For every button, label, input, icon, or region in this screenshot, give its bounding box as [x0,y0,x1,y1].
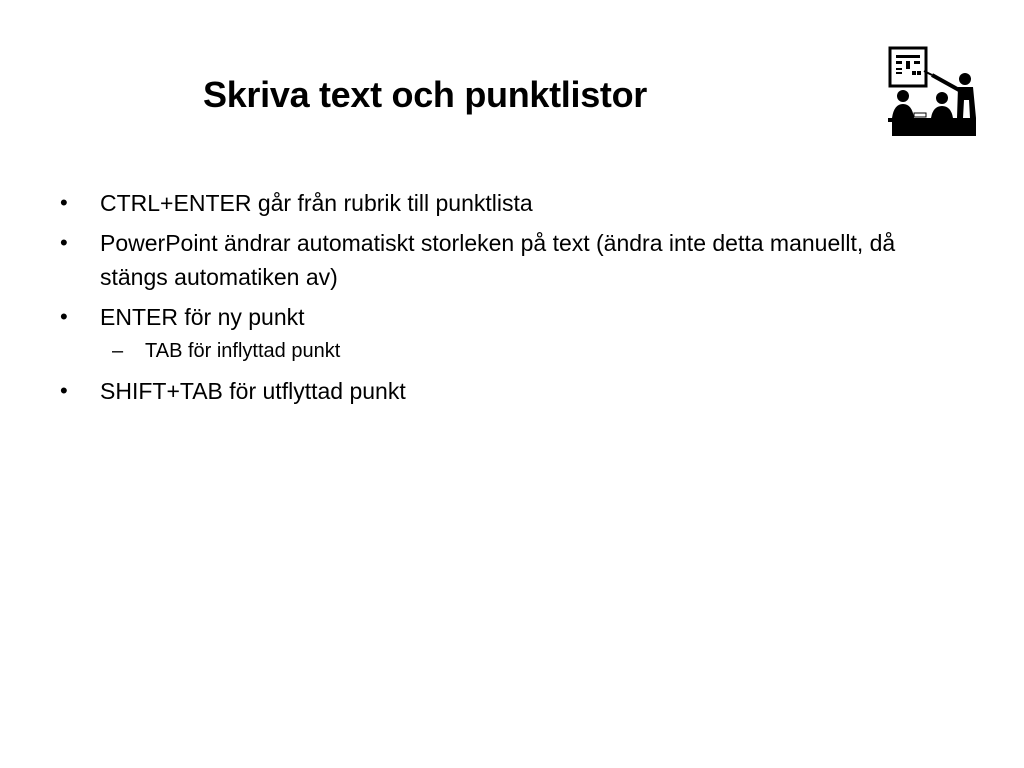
list-item [60,186,920,220]
list-item-text: PowerPoint ändrar automatiskt storleken på text (ändra inte detta manuellt, då stängs automatiken av) [100,230,896,290]
bullet-marker: • [60,304,68,329]
bullet-marker: • [60,378,68,403]
list-item [60,300,920,334]
bullet-marker: • [60,230,68,255]
sub-list-item [60,336,920,366]
list-item-text: TAB för inflyttad punkt [145,340,341,362]
list-item [60,374,920,408]
presentation-meeting-icon [884,44,980,138]
bullet-list [60,186,920,414]
list-item-text: CTRL+ENTER går från rubrik till punktlista [100,190,533,216]
slide-title: Skriva text och punktlistor [203,74,648,115]
list-item-text: SHIFT+TAB för utflyttad punkt [100,378,406,404]
list-item [60,226,920,294]
bullet-marker: • [60,190,68,215]
list-item-text: ENTER för ny punkt [100,304,305,330]
sub-bullet-marker: – [112,340,124,362]
